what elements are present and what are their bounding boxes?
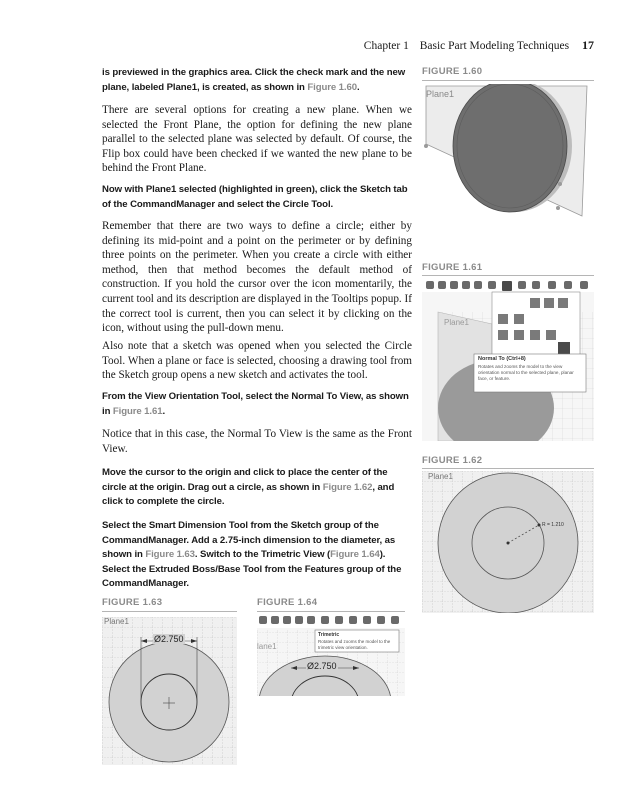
figure-1-61 — [422, 278, 594, 441]
page-number: 17 — [582, 38, 594, 52]
instruction-step: Move the cursor to the origin and click to place the center of the circle at the origin. Drag out a circle, as shown in Figure 1.62, and click to complete the circle. — [102, 467, 395, 507]
instruction-step: Now with Plane1 selected (highlighted in green), click the Sketch tab of the CommandManager and select the Circle Tool. — [102, 184, 408, 210]
figure-label: FIGURE 1.64 — [257, 597, 318, 608]
tooltip-description: Rotates and zooms the model to the trimetric view orientation. — [318, 639, 391, 650]
instruction-step: From the View Orientation Tool, select the Normal To View, as shown in Figure 1.61. — [102, 391, 409, 417]
plane-label: Plane1 — [104, 617, 129, 626]
figure-label: FIGURE 1.61 — [422, 262, 483, 273]
body-column — [102, 66, 412, 95]
paragraph: Also note that a sketch was opened when you selected the Circle Tool. When a plane or face is selected, choosing a drawing tool from the Sketch group opens a new sketch and activates the tool. — [102, 340, 412, 382]
instruction-step: is previewed in the graphics area. Click the check mark and the new plane, labeled Plane1, is created, as shown in Figure 1.60. — [102, 67, 406, 93]
circle-sketch-illustration — [422, 471, 594, 613]
figure-1-64 — [257, 612, 405, 696]
figure-rule — [422, 468, 594, 469]
diameter-dimension: Ø2.750 — [307, 661, 337, 671]
diameter-dimension: Ø2.750 — [154, 634, 184, 644]
tooltip-title: Trimetric — [318, 632, 340, 638]
plane-label: Plane1 — [444, 318, 469, 327]
figure-label: FIGURE 1.60 — [422, 66, 483, 77]
figure-rule — [422, 80, 594, 81]
figure-rule — [422, 275, 594, 276]
figure-reference: Figure 1.60 — [307, 81, 357, 93]
tooltip-title: Normal To (Ctrl+8) — [478, 356, 526, 362]
figure-label: FIGURE 1.63 — [102, 597, 163, 608]
figure-1-63 — [102, 617, 237, 765]
figure-label: FIGURE 1.62 — [422, 455, 483, 466]
trimetric-view-illustration — [257, 612, 405, 696]
figure-reference: Figure 1.63 — [145, 549, 195, 560]
figure-reference: Figure 1.64 — [330, 549, 380, 560]
plane-and-disk-illustration — [422, 84, 594, 230]
plane-label: Plane1 — [428, 472, 453, 481]
figure-1-60 — [422, 84, 594, 230]
running-header — [364, 38, 594, 53]
chapter-title: Basic Part Modeling Techniques — [419, 40, 570, 52]
paragraph: There are several options for creating a new plane. When we selected the Front Plane, the option for defining the new plane parallel to the selected plane was selected by default. Of course, the Flip box could have been checked if we wanted the new plane to be behind the Front Plane. — [102, 104, 412, 175]
chapter-number: Chapter 1 — [363, 40, 409, 52]
plane-label: lane1 — [257, 642, 277, 651]
figure-rule — [102, 611, 237, 612]
plane-label: Plane1 — [426, 89, 455, 99]
paragraph: Remember that there are two ways to define a circle; either by defining its mid-point and a point on the perimeter or by defining three points on the perimeter. When you create a circle with either method, then that method becomes the default method of construction. If you hold the cursor over the icon momentarily, the current tool and its description are displayed in the Tooltips popup. If the correct tool is current, then you can select it by clicking on the icon, without using the pull-down menu. — [102, 220, 412, 335]
figure-reference: Figure 1.62 — [322, 481, 373, 493]
tooltip-description: Rotates and zooms the model to the view orientation normal to the selected plane, planar face, or feature. — [478, 364, 574, 381]
figure-reference: Figure 1.61 — [112, 405, 163, 417]
paragraph: Notice that in this case, the Normal To View is the same as the Front View. — [102, 428, 412, 455]
instruction-step: Select the Smart Dimension Tool from the Sketch group of the CommandManager. Add a 2.75-inch dimension to the diameter, as shown in Figure 1.63. Switch to the Trimetric View (Figure 1.64). Select the Extruded Boss/Base Tool from the Features group of the CommandManager. — [102, 520, 402, 589]
figure-1-62 — [422, 471, 594, 613]
radius-readout: R = 1.210 — [542, 522, 564, 528]
